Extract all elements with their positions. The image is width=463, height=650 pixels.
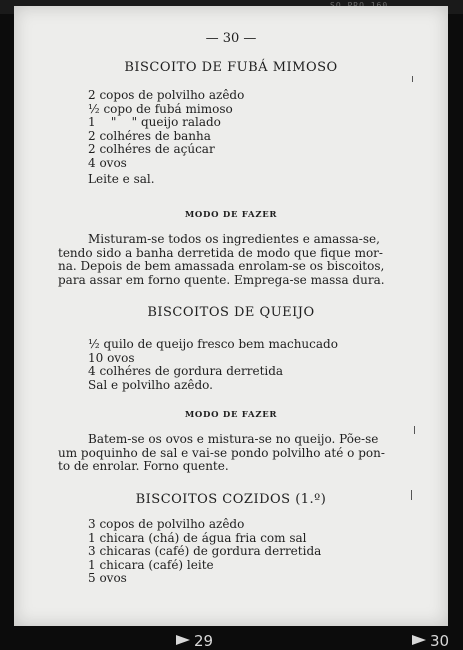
method-line: Misturam-se todos os ingredientes e amassa-se, bbox=[88, 232, 380, 246]
method-line: para assar em forno quente. Emprega-se massa dura. bbox=[58, 272, 385, 287]
ingredient-item: 4 colhéres de gordura derretida bbox=[88, 364, 284, 378]
ingredient-item: 2 copos de polvilho azêdo bbox=[88, 88, 245, 102]
ingredient-item: 4 ovos bbox=[88, 155, 127, 170]
method-line: tendo sido a banha derretida de modo que fique mor- bbox=[58, 245, 383, 260]
ingredient-extra: Leite e sal. bbox=[88, 172, 155, 186]
method-paragraph bbox=[58, 433, 422, 474]
ingredient-list bbox=[88, 89, 244, 170]
ingredient-item: 1 chicara (café) leite bbox=[88, 557, 214, 572]
frame-number: 29 bbox=[194, 632, 214, 650]
method-line: um poquinho de sal e vai-se pondo polvilho até o pon- bbox=[58, 445, 385, 460]
recipe-title: BISCOITOS COZIDOS (1.º) bbox=[135, 492, 327, 507]
recipe-title: BISCOITOS DE QUEIJO bbox=[147, 305, 315, 320]
ingredient-item: 2 colhéres de açúcar bbox=[88, 142, 215, 156]
film-bottom-strip bbox=[0, 626, 463, 648]
scan-scratch bbox=[412, 76, 413, 82]
method-heading: MODO DE FAZER bbox=[184, 210, 278, 220]
ingredient-item: 5 ovos bbox=[88, 571, 127, 585]
frame-arrow-icon bbox=[176, 635, 190, 645]
frame-label-right bbox=[412, 632, 449, 650]
method-heading: MODO DE FAZER bbox=[184, 410, 278, 420]
ingredient-item: ½ copo de fubá mimoso bbox=[88, 101, 233, 116]
frame-label-left bbox=[176, 632, 213, 650]
scan-scratch bbox=[414, 426, 415, 434]
ingredient-item: 1 chicara (chá) de água fria com sal bbox=[88, 530, 307, 545]
ingredient-item: 2 colhéres de banha bbox=[88, 128, 211, 143]
method-line: na. Depois de bem amassada enrolam-se os biscoitos, bbox=[58, 259, 385, 273]
frame-arrow-icon bbox=[412, 635, 426, 645]
ingredient-item: ½ quilo de queijo fresco bem machucado bbox=[88, 337, 338, 351]
method-line: Batem-se os ovos e mistura-se no queijo. Põe-se bbox=[88, 432, 379, 446]
ingredient-item: 3 copos de polvilho azêdo bbox=[88, 517, 245, 531]
method-paragraph bbox=[58, 233, 422, 287]
recipe-title: BISCOITO DE FUBÁ MIMOSO bbox=[124, 60, 338, 75]
ingredient-item: 3 chicaras (café) de gordura derretida bbox=[88, 544, 322, 558]
book-page bbox=[14, 6, 448, 626]
ingredient-item: 10 ovos bbox=[88, 350, 135, 365]
frame-number: 30 bbox=[430, 632, 450, 650]
ingredient-list bbox=[88, 518, 321, 586]
ingredient-list bbox=[88, 338, 338, 392]
ingredient-item: Sal e polvilho azêdo. bbox=[88, 377, 213, 392]
page-number: — 30 — bbox=[205, 31, 257, 46]
scan-scratch bbox=[411, 490, 412, 500]
ingredient-item: 1 " " queijo ralado bbox=[88, 115, 221, 129]
method-line: to de enrolar. Forno quente. bbox=[58, 459, 229, 473]
